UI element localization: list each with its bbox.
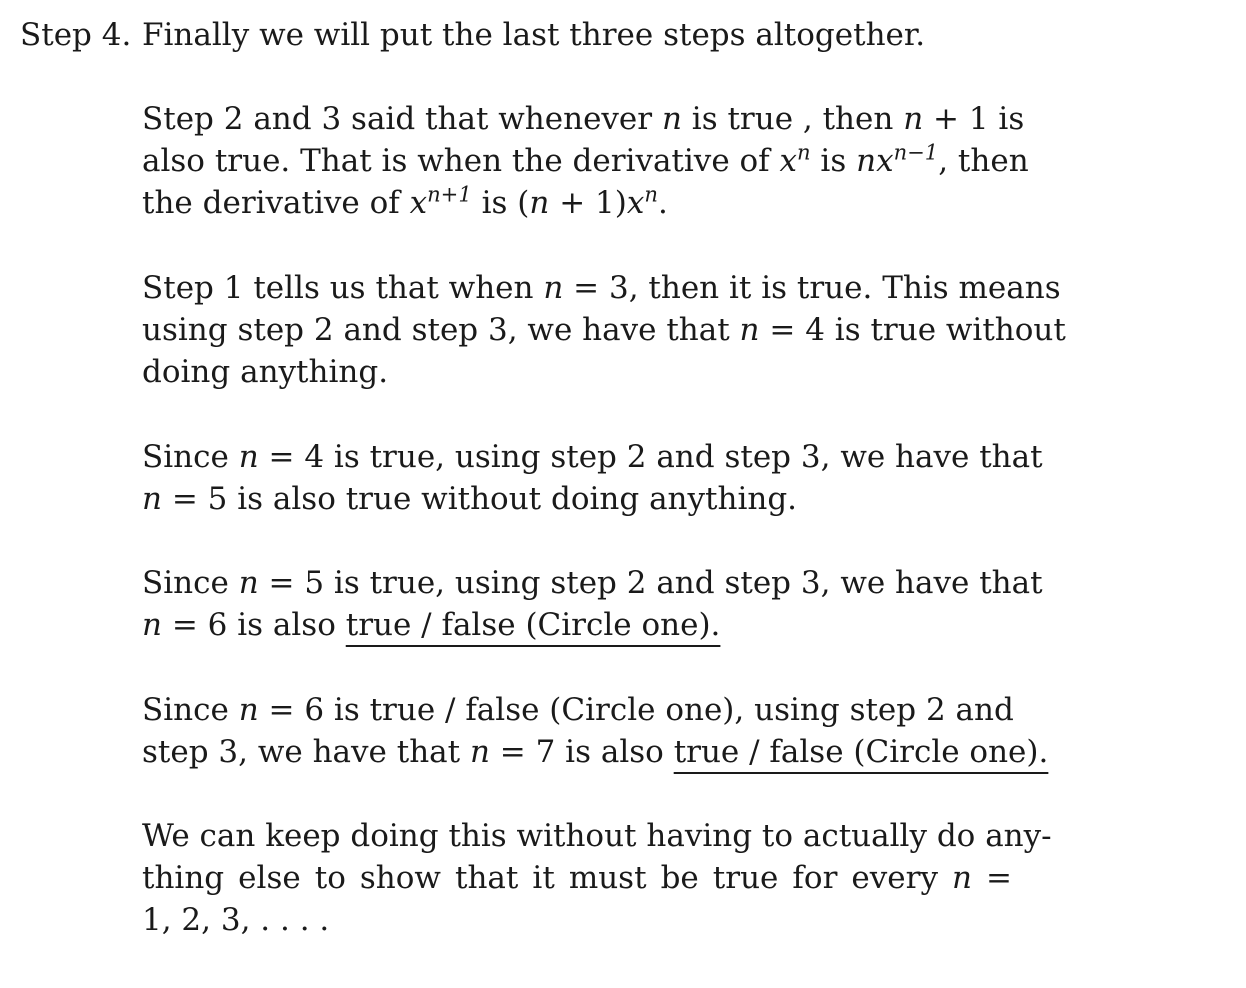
paragraph-line: Step 1 tells us that when n = 3, then it is true. This means (142, 270, 1061, 306)
paragraph-line: also true. That is when the derivative of $x^n$ is $nx^{n-1}$, then (142, 139, 1029, 179)
paragraph-induction-step (142, 98, 1029, 224)
paragraph-n-equals-4 (142, 436, 1043, 520)
paragraph-line: n = 6 is also true / false (Circle one). (142, 607, 721, 643)
paragraph-n-equals-5 (142, 562, 1043, 646)
paragraph-line: using step 2 and step 3, we have that n = 4 is true without (142, 312, 1066, 348)
paragraph-n-equals-6 (142, 689, 1049, 773)
circle-one-answer[interactable]: true / false (Circle one). (673, 734, 1049, 770)
paragraph-line: doing anything. (142, 354, 389, 390)
step-4-label: Step 4. (20, 17, 132, 53)
paragraph-line: the derivative of $x^{n+1}$ is $(n + 1)x^n$. (142, 181, 668, 221)
paragraph-line: Since n = 4 is true, using step 2 and step 3, we have that (142, 439, 1043, 475)
step-4-heading: Finally we will put the last three steps altogether. (142, 17, 926, 53)
paragraph-line: Step 2 and 3 said that whenever n is true , then n + 1 is (142, 101, 1025, 137)
paragraph-base-case (142, 267, 1066, 393)
paragraph-line: Since n = 5 is true, using step 2 and step 3, we have that (142, 565, 1043, 601)
paragraph-conclusion (142, 815, 1052, 941)
paragraph-line: n = 5 is also true without doing anything. (142, 481, 798, 517)
paragraph-line: Since n = 6 is true / false (Circle one), using step 2 and (142, 692, 1014, 728)
paragraph-line: step 3, we have that n = 7 is also true / false (Circle one). (142, 734, 1049, 770)
paragraph-line: 1, 2, 3, . . . . (142, 902, 330, 938)
circle-one-answer[interactable]: true / false (Circle one). (345, 607, 721, 643)
paragraph-line: thing else to show that it must be true for every n = (142, 860, 1012, 896)
paragraph-line: We can keep doing this without having to actually do any- (142, 818, 1052, 854)
